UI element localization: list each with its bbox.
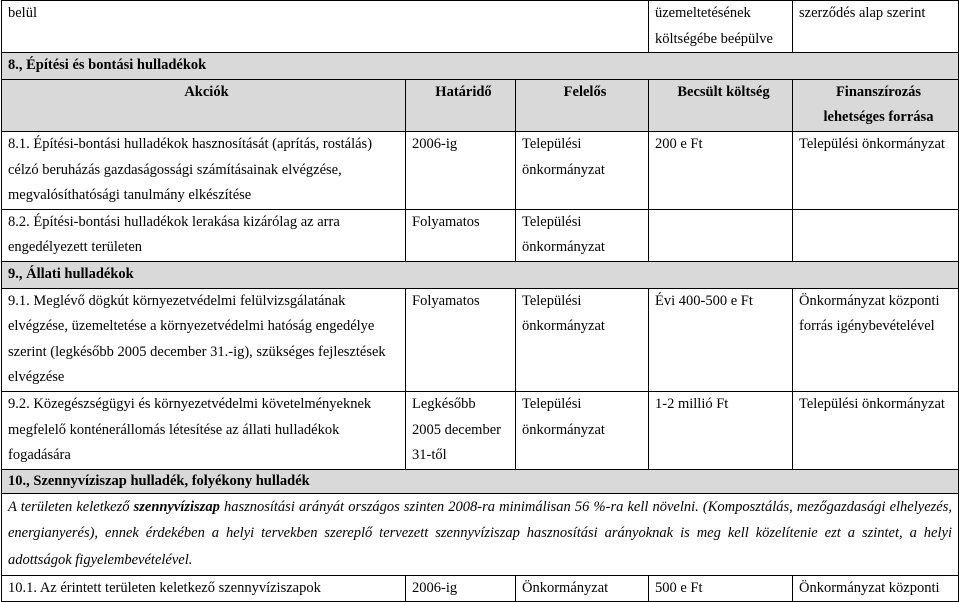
header-cost: Becsült költség <box>649 79 793 131</box>
table-row <box>2 391 959 469</box>
header-responsible: Felelős <box>516 79 649 131</box>
row-8-2-deadline: Folyamatos <box>406 209 516 261</box>
paragraph-text-end: hasznosítási arányát országos szinten 2008-ra minimálisan 56 %-ra kell növelni. (Komposztálás, mezőgazdasági elhelyezés, energianyerés), ennek érdekében a helyi tervekben szereplő tervezett szennyvíziszap hasznosítási arányoknak is meg kell közelítenie ezt a szintet, a helyi adottságok figyelembevételével. <box>8 498 952 568</box>
row-8-1-financing: Települési önkormányzat <box>793 131 959 209</box>
header-deadline: Határidő <box>406 79 516 131</box>
header-actions: Akciók <box>2 79 406 131</box>
row-8-2-financing <box>793 209 959 261</box>
row-9-1-responsible: Települési önkormányzat <box>516 288 649 391</box>
row-9-1-cost: Évi 400-500 e Ft <box>649 288 793 391</box>
row-10-1-cost: 500 e Ft <box>649 575 793 602</box>
header-financing-line1: Finanszírozás <box>835 83 922 100</box>
row-8-2-cost <box>649 209 793 261</box>
section-10-paragraph-row <box>2 493 959 575</box>
section-10-title: 10., Szennyvíziszap hulladék, folyékony hulladék <box>2 469 959 493</box>
row-9-2-deadline: Legkésőbb 2005 december 31-től <box>406 391 516 469</box>
row-9-1-financing: Önkormányzat központi forrás igénybevételével <box>793 288 959 391</box>
row-10-1-deadline: 2006-ig <box>406 575 516 602</box>
waste-plan-table <box>1 0 959 602</box>
row-8-1-cost: 200 e Ft <box>649 131 793 209</box>
paragraph-text-start: A területen keletkező <box>8 498 134 515</box>
header-financing-line2: lehetséges forrása <box>823 109 934 126</box>
row-9-2-action: 9.2. Közegészségügyi és környezetvédelmi követelményeknek megfelelő konténerállomás létesítése az állati hulladékok fogadására <box>2 391 406 469</box>
carryover-responsible <box>516 1 649 53</box>
carryover-row <box>2 1 959 53</box>
carryover-cost: üzemeltetésének költségébe beépülve <box>649 1 793 53</box>
row-9-1-action: 9.1. Meglévő dögkút környezetvédelmi felülvizsgálatának elvégzése, üzemeltetése a környezetvédelmi hatóság engedélye szerint (legkésőbb 2005 december 31.-ig), szükséges fejlesztések elvégzése <box>2 288 406 391</box>
section-8-title: 8., Építési és bontási hulladékok <box>2 53 959 80</box>
section-8-header-row <box>2 53 959 80</box>
section-9-title: 9., Állati hulladékok <box>2 261 959 288</box>
carryover-deadline <box>406 1 516 53</box>
row-9-1-deadline: Folyamatos <box>406 288 516 391</box>
row-9-2-financing: Települési önkormányzat <box>793 391 959 469</box>
row-9-2-cost: 1-2 millió Ft <box>649 391 793 469</box>
row-10-1-financing: Önkormányzat központi <box>793 575 959 602</box>
header-financing <box>793 79 959 131</box>
section-10-header-row <box>2 469 959 493</box>
table-row <box>2 575 959 602</box>
carryover-action: belül <box>2 1 406 53</box>
row-9-2-responsible: Települési önkormányzat <box>516 391 649 469</box>
row-8-1-deadline: 2006-ig <box>406 131 516 209</box>
row-10-1-responsible: Önkormányzat <box>516 575 649 602</box>
column-header-row <box>2 79 959 131</box>
table-row <box>2 131 959 209</box>
table-row <box>2 209 959 261</box>
section-10-paragraph <box>2 493 959 575</box>
row-8-1-action: 8.1. Építési-bontási hulladékok hasznosítását (aprítás, rostálás) célzó beruházás gazdaságossági számításainak elvégzése, megvalósíthatósági tanulmány elkészítése <box>2 131 406 209</box>
row-10-1-action: 10.1. Az érintett területen keletkező szennyvíziszapok <box>2 575 406 602</box>
section-9-header-row <box>2 261 959 288</box>
row-8-1-responsible: Települési önkormányzat <box>516 131 649 209</box>
paragraph-bold-term: szennyvíziszap <box>133 498 220 515</box>
row-8-2-responsible: Települési önkormányzat <box>516 209 649 261</box>
row-8-2-action: 8.2. Építési-bontási hulladékok lerakása kizárólag az arra engedélyezett területen <box>2 209 406 261</box>
table-row <box>2 288 959 391</box>
carryover-financing: szerződés alap szerint <box>793 1 959 53</box>
